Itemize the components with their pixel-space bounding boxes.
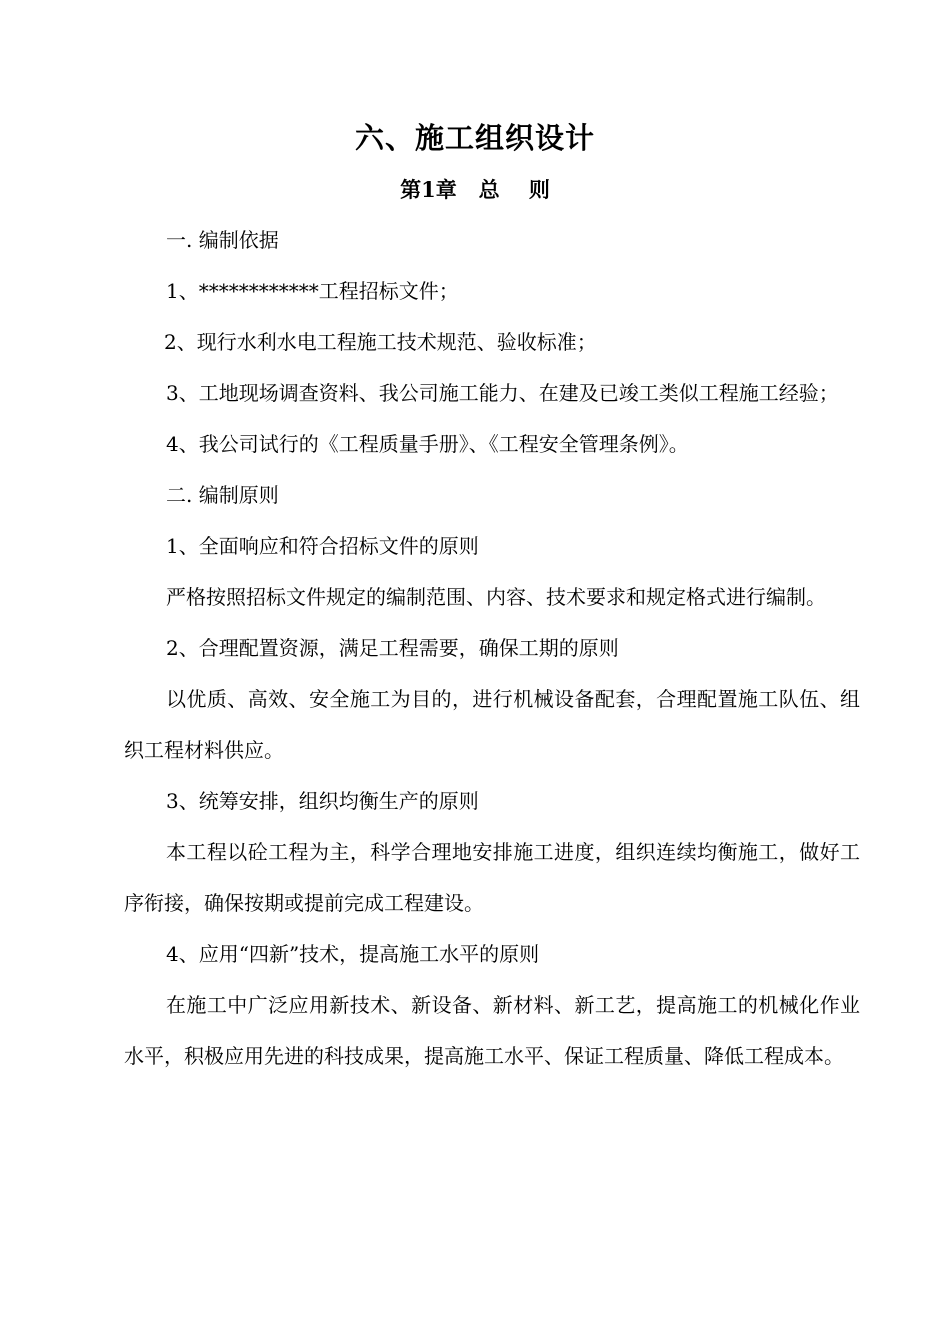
chapter-title: 第1章 总 则	[400, 177, 550, 202]
basis-item-2: 2、现行水利水电工程施工技术规范、验收标准；	[164, 330, 597, 354]
principle-heading-3: 3、统筹安排，组织均衡生产的原则	[166, 789, 479, 813]
section-heading-principles: 二. 编制原则	[166, 483, 279, 507]
principle-text-3: 本工程以砼工程为主，科学合理地安排施工进度，组织连续均衡施工，做好工序衔接，确保按期或提前完成工程建设。	[124, 840, 860, 915]
principle-text-1: 严格按照招标文件规定的编制范围、内容、技术要求和规定格式进行编制。	[166, 585, 826, 609]
principle-text-2: 以优质、高效、安全施工为目的，进行机械设备配套，合理配置施工队伍、组织工程材料供应。	[124, 687, 860, 762]
document-title: 六、施工组织设计	[354, 121, 595, 155]
basis-item-3: 3、工地现场调查资料、我公司施工能力、在建及已竣工类似工程施工经验；	[166, 381, 839, 405]
basis-item-1: 1、************工程招标文件；	[166, 279, 459, 303]
principle-heading-1: 1、全面响应和符合招标文件的原则	[166, 534, 479, 558]
principle-heading-4: 4、应用“四新”技术，提高施工水平的原则	[166, 942, 540, 966]
basis-item-4: 4、我公司试行的《工程质量手册》、《工程安全管理条例》。	[166, 432, 689, 456]
principle-heading-2: 2、合理配置资源，满足工程需要，确保工期的原则	[166, 636, 619, 660]
principle-text-4: 在施工中广泛应用新技术、新设备、新材料、新工艺，提高施工的机械化作业水平，积极应用先进的科技成果，提高施工水平、保证工程质量、降低工程成本。	[124, 993, 860, 1068]
document-body	[124, 215, 860, 1082]
section-heading-basis: 一. 编制依据	[166, 228, 279, 252]
